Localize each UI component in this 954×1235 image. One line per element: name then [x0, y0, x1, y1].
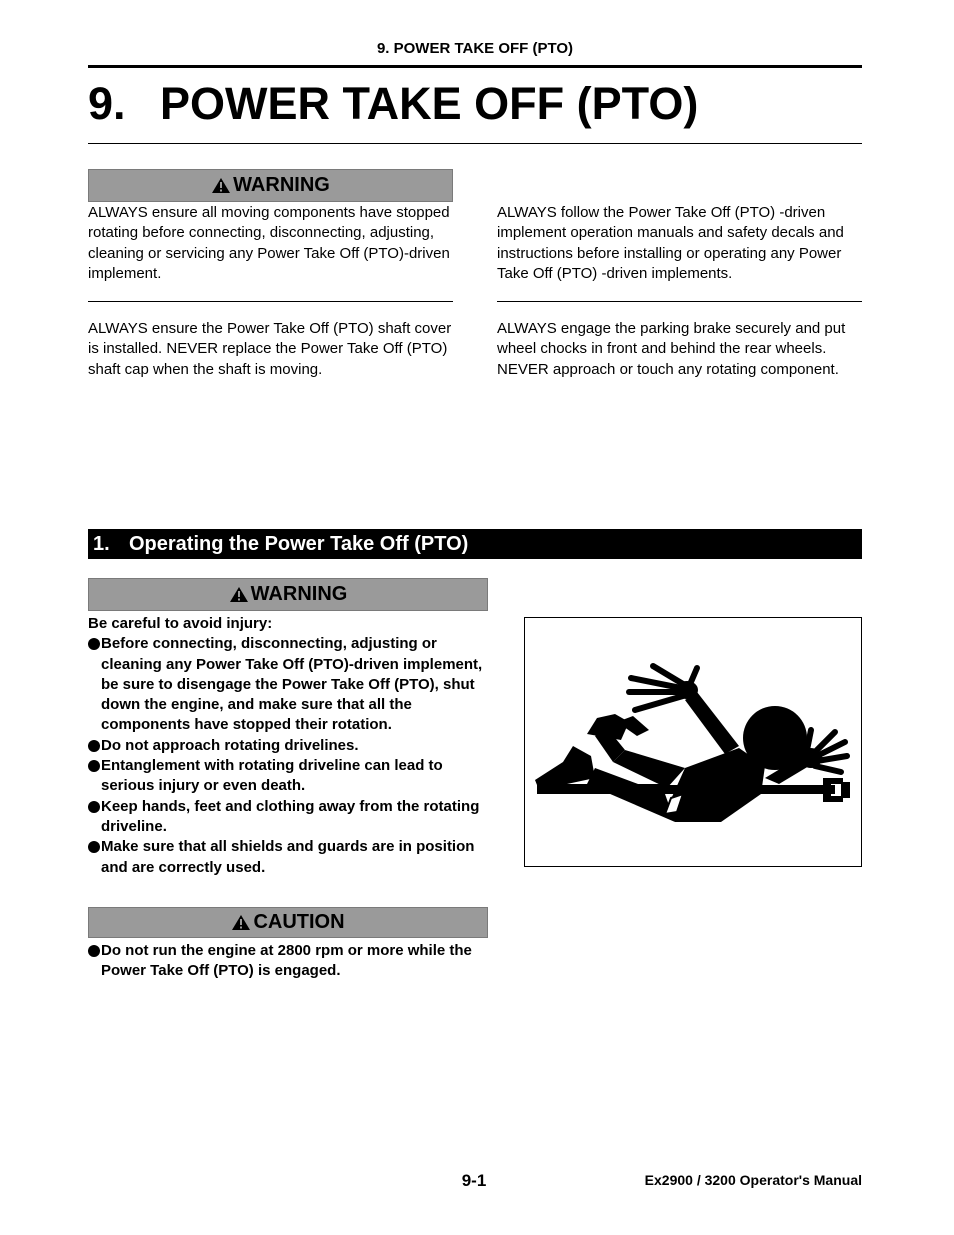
section-warning-label: WARNING	[250, 583, 348, 605]
caution-list	[88, 941, 488, 982]
list-item: Before connecting, disconnecting, adjusting or cleaning any Power Take Off (PTO)-driven implement, be sure to disengage the Power Take Off (PTO), shut down the engine, and make sure that all the components have stopped their rotation.	[88, 634, 488, 735]
top-warning-text-right-top: ALWAYS follow the Power Take Off (PTO) -driven implement operation manuals and safety decals and instructions before installing or operating any Power Take Off (PTO) -driven implements.	[497, 204, 844, 283]
section-warning-banner	[88, 578, 488, 611]
warning-triangle-icon	[231, 914, 251, 931]
section-warning-lead: Be careful to avoid injury:	[88, 615, 273, 632]
bullet-icon	[88, 638, 100, 650]
chapter-title-text: POWER TAKE OFF (PTO)	[160, 78, 699, 129]
top-warning-label: WARNING	[233, 174, 330, 196]
warning-triangle-icon	[229, 586, 249, 603]
safety-pictogram-frame	[524, 617, 862, 867]
bullet-icon	[88, 945, 100, 957]
caution-banner	[88, 907, 488, 938]
list-item: Make sure that all shields and guards are in position and are correctly used.	[88, 837, 488, 878]
section-number: 1.	[93, 533, 110, 555]
bullet-icon	[88, 760, 100, 772]
top-warning-banner	[88, 169, 453, 202]
list-item: Do not run the engine at 2800 rpm or more while the Power Take Off (PTO) is engaged.	[88, 941, 488, 982]
list-item: Entanglement with rotating driveline can lead to serious injury or even death.	[88, 756, 488, 797]
top-warning-text-left-bottom: ALWAYS ensure the Power Take Off (PTO) shaft cover is installed. NEVER replace the Power Take Off (PTO) shaft cap when the shaft is moving.	[88, 320, 452, 378]
list-item: Do not approach rotating drivelines.	[88, 736, 488, 756]
running-header: 9. POWER TAKE OFF (PTO)	[376, 40, 574, 57]
top-warning-divider-left	[88, 301, 453, 302]
section-warning-list	[88, 614, 488, 878]
driveline-entanglement-pictogram	[525, 618, 861, 866]
bullet-icon	[88, 801, 100, 813]
page-number: 9-1	[461, 1171, 487, 1190]
manual-title: Ex2900 / 3200 Operator's Manual	[644, 1172, 862, 1188]
top-warning-text-left-top: ALWAYS ensure all moving components have stopped rotating before connecting, disconnecting, adjusting, cleaning or servicing any Power Take Off (PTO)-driven implement.	[88, 204, 450, 283]
chapter-title	[88, 78, 698, 130]
top-warning-divider-right	[497, 301, 862, 302]
chapter-rule	[88, 143, 862, 144]
top-warning-text-right-bottom: ALWAYS engage the parking brake securely and put wheel chocks in front and behind the rear wheels. NEVER approach or touch any rotating component.	[497, 320, 846, 378]
section-heading	[88, 529, 862, 559]
section-title: Operating the Power Take Off (PTO)	[129, 533, 469, 555]
warning-triangle-icon	[211, 177, 231, 194]
caution-label: CAUTION	[253, 911, 345, 933]
bullet-icon	[88, 740, 100, 752]
chapter-number: 9.	[88, 78, 126, 129]
list-item: Keep hands, feet and clothing away from the rotating driveline.	[88, 797, 488, 838]
bullet-icon	[88, 841, 100, 853]
header-rule	[88, 65, 862, 68]
